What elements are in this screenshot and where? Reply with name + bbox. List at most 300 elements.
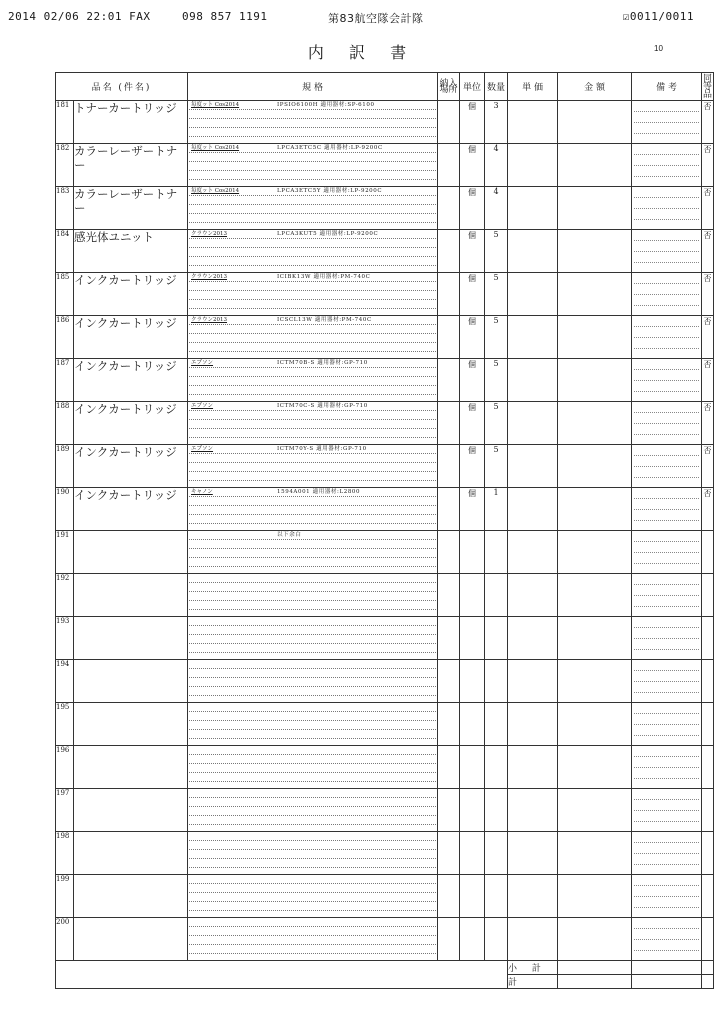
spec-brand: エプソン (191, 360, 214, 366)
item-name: インクカートリッジ (74, 445, 188, 488)
remarks-cell (632, 359, 702, 402)
same-item-flag (702, 918, 714, 961)
spec-text (189, 875, 436, 884)
spec-text (189, 789, 436, 798)
spec-blank-line (189, 171, 436, 180)
item-unit (460, 789, 485, 832)
table-row (56, 789, 714, 832)
item-name (74, 746, 188, 789)
fax-sender: 第83航空隊会計隊 (328, 12, 424, 25)
table-row (56, 273, 714, 316)
spec-blank-line (189, 850, 436, 859)
spec-blank-line (189, 721, 436, 730)
item-qty (485, 746, 508, 789)
row-number: 182 (56, 144, 74, 187)
item-qty: 4 (485, 144, 508, 187)
remarks-cell (632, 488, 702, 531)
amount-cell (558, 273, 632, 316)
delivery-cell (438, 617, 460, 660)
item-spec (188, 617, 438, 660)
delivery-cell (438, 918, 460, 961)
table-header-row (56, 73, 714, 101)
spec-model: LPCA3ETC5Y 適用器材:LP-9200C (277, 188, 383, 194)
table-row (56, 531, 714, 574)
spec-blank-line (189, 377, 436, 386)
delivery-cell (438, 574, 460, 617)
remarks-cell (632, 316, 702, 359)
table-row (56, 703, 714, 746)
spec-blank-line (189, 540, 436, 549)
table-row (56, 617, 714, 660)
same-item-flag (702, 531, 714, 574)
same-item-flag: 否 (702, 101, 714, 144)
remarks-cell (632, 230, 702, 273)
spec-blank-line (189, 644, 436, 653)
delivery-cell (438, 832, 460, 875)
item-qty: 4 (485, 187, 508, 230)
item-qty: 3 (485, 101, 508, 144)
amount-cell (558, 875, 632, 918)
col-header-qty: 数量 (485, 73, 508, 101)
row-number: 198 (56, 832, 74, 875)
spec-blank-line (189, 110, 436, 119)
table-row (56, 359, 714, 402)
spec-text (189, 832, 436, 841)
unit-price-cell (508, 660, 558, 703)
spec-blank-line (189, 687, 436, 696)
col-header-same-item: 同等品 (703, 73, 713, 100)
row-number: 193 (56, 617, 74, 660)
table-row (56, 918, 714, 961)
item-qty (485, 875, 508, 918)
item-unit (460, 617, 485, 660)
item-unit (460, 746, 485, 789)
item-spec (188, 574, 438, 617)
item-name: カラーレーザートナー (74, 144, 188, 187)
table-row (56, 875, 714, 918)
item-spec (188, 918, 438, 961)
spec-blank-line (189, 927, 436, 936)
item-name (74, 875, 188, 918)
row-number: 186 (56, 316, 74, 359)
remarks-cell (632, 660, 702, 703)
spec-text (189, 273, 436, 282)
row-number: 187 (56, 359, 74, 402)
remarks-cell (632, 832, 702, 875)
row-number: 200 (56, 918, 74, 961)
item-spec (188, 531, 438, 574)
item-name: インクカートリッジ (74, 402, 188, 445)
row-number: 191 (56, 531, 74, 574)
delivery-cell (438, 101, 460, 144)
item-unit: 個 (460, 316, 485, 359)
item-spec (188, 144, 438, 187)
spec-text (189, 918, 436, 927)
item-unit: 個 (460, 187, 485, 230)
item-qty: 5 (485, 230, 508, 273)
spec-blank-line (189, 239, 436, 248)
table-row (56, 144, 714, 187)
item-name (74, 574, 188, 617)
item-spec (188, 359, 438, 402)
same-item-flag (702, 703, 714, 746)
item-qty: 5 (485, 273, 508, 316)
fax-page-count: ☑0011/0011 (622, 10, 694, 23)
spec-blank-line (189, 816, 436, 825)
item-unit: 個 (460, 230, 485, 273)
spec-blank-line (189, 214, 436, 223)
table-row (56, 574, 714, 617)
spec-blank-line (189, 669, 436, 678)
spec-blank-line (189, 558, 436, 567)
delivery-cell (438, 187, 460, 230)
item-name: 感光体ユニット (74, 230, 188, 273)
spec-text (189, 445, 436, 454)
spec-blank-line (189, 601, 436, 610)
spec-blank-line (189, 730, 436, 739)
spec-blank-line (189, 678, 436, 687)
spec-blank-line (189, 884, 436, 893)
spec-blank-line (189, 807, 436, 816)
spec-blank-line (189, 515, 436, 524)
spec-blank-line (189, 893, 436, 902)
table-row (56, 316, 714, 359)
spec-text (189, 746, 436, 755)
item-qty (485, 789, 508, 832)
amount-cell (558, 187, 632, 230)
delivery-cell (438, 273, 460, 316)
item-qty: 5 (485, 402, 508, 445)
same-item-flag (702, 617, 714, 660)
item-name (74, 832, 188, 875)
item-name (74, 660, 188, 703)
table-row (56, 445, 714, 488)
item-spec (188, 273, 438, 316)
spec-brand: エプソン (191, 446, 214, 452)
amount-cell (558, 660, 632, 703)
item-unit (460, 703, 485, 746)
spec-brand: エプソン (191, 403, 214, 409)
spec-blank-line (189, 859, 436, 868)
item-qty: 5 (485, 316, 508, 359)
item-qty: 5 (485, 359, 508, 402)
amount-cell (558, 230, 632, 273)
same-item-flag (702, 746, 714, 789)
item-unit: 個 (460, 144, 485, 187)
remarks-cell (632, 187, 702, 230)
delivery-cell (438, 789, 460, 832)
same-item-flag: 否 (702, 187, 714, 230)
spec-text (189, 101, 436, 110)
delivery-cell (438, 660, 460, 703)
table-row (56, 402, 714, 445)
same-item-flag: 否 (702, 273, 714, 316)
same-item-flag (702, 660, 714, 703)
spec-model: LPCA3ETC5C 適用器材:LP-9200C (277, 145, 383, 151)
delivery-cell (438, 488, 460, 531)
same-item-flag (702, 789, 714, 832)
spec-brand: 毎度ット Cos2014 (191, 188, 240, 194)
amount-cell (558, 574, 632, 617)
spec-brand: クラウン2013 (191, 317, 228, 323)
spec-blank-line (189, 257, 436, 266)
unit-price-cell (508, 273, 558, 316)
unit-price-cell (508, 832, 558, 875)
row-number: 188 (56, 402, 74, 445)
row-number: 196 (56, 746, 74, 789)
spec-blank-line (189, 936, 436, 945)
spec-blank-line (189, 119, 436, 128)
spec-text (189, 144, 436, 153)
spec-brand: キャノン (191, 489, 213, 495)
amount-cell (558, 617, 632, 660)
remarks-cell (632, 402, 702, 445)
item-qty (485, 574, 508, 617)
spec-brand: クラウン2013 (191, 274, 228, 280)
spec-text (189, 230, 436, 239)
delivery-cell (438, 703, 460, 746)
spec-blank-line (189, 635, 436, 644)
spec-blank-line (189, 325, 436, 334)
delivery-cell (438, 445, 460, 488)
spec-blank-line (189, 162, 436, 171)
fax-datetime: 2014 02/06 22:01 FAX (8, 10, 151, 23)
itemized-table (55, 72, 714, 989)
item-unit (460, 918, 485, 961)
item-spec (188, 703, 438, 746)
item-spec (188, 746, 438, 789)
item-qty (485, 832, 508, 875)
spec-text (189, 359, 436, 368)
amount-cell (558, 488, 632, 531)
unit-price-cell (508, 359, 558, 402)
col-header-delivery: 納入場所 (438, 73, 460, 101)
item-unit (460, 531, 485, 574)
spec-model: ICTM70B-S 適用器材:GP-710 (277, 360, 368, 366)
spec-blank-line (189, 196, 436, 205)
spec-blank-line (189, 429, 436, 438)
unit-price-cell (508, 617, 558, 660)
remarks-cell (632, 574, 702, 617)
item-name: カラーレーザートナー (74, 187, 188, 230)
spec-model: LPCA3KUT5 適用器材:LP-9200C (277, 231, 379, 237)
spec-text (189, 617, 436, 626)
item-unit (460, 574, 485, 617)
spec-text (189, 703, 436, 712)
spec-model: ICSCL13W 適用器材:PM-740C (277, 317, 372, 323)
spec-blank-line (189, 291, 436, 300)
unit-price-cell (508, 101, 558, 144)
spec-blank-line (189, 454, 436, 463)
delivery-cell (438, 746, 460, 789)
same-item-flag: 否 (702, 445, 714, 488)
spec-model: ICTM70Y-S 適用器材:GP-710 (277, 446, 367, 452)
row-number: 190 (56, 488, 74, 531)
spec-blank-line (189, 411, 436, 420)
spec-blank-line (189, 945, 436, 954)
unit-price-cell (508, 230, 558, 273)
item-name: インクカートリッジ (74, 359, 188, 402)
delivery-cell (438, 144, 460, 187)
item-name: トナーカートリッジ (74, 101, 188, 144)
item-name: インクカートリッジ (74, 273, 188, 316)
spec-text (189, 660, 436, 669)
col-header-name: 品名 (件名) (56, 73, 188, 101)
spec-brand: クラウン2013 (191, 231, 228, 237)
spec-blank-line (189, 128, 436, 137)
total-label: 計 (508, 975, 558, 989)
remarks-cell (632, 703, 702, 746)
table-row (56, 101, 714, 144)
remarks-cell (632, 273, 702, 316)
spec-blank-line (189, 153, 436, 162)
item-unit (460, 832, 485, 875)
remarks-cell (632, 617, 702, 660)
page-number: 10 (654, 44, 663, 53)
spec-blank-line (189, 841, 436, 850)
same-item-flag: 否 (702, 316, 714, 359)
spec-blank-line (189, 248, 436, 257)
spec-blank-line (189, 386, 436, 395)
amount-cell (558, 832, 632, 875)
table-row (56, 230, 714, 273)
col-header-unit: 単位 (460, 73, 485, 101)
item-spec (188, 230, 438, 273)
spec-blank-line (189, 334, 436, 343)
spec-blank-line (189, 506, 436, 515)
remarks-cell (632, 918, 702, 961)
amount-cell (558, 101, 632, 144)
delivery-cell (438, 402, 460, 445)
row-number: 184 (56, 230, 74, 273)
item-qty (485, 703, 508, 746)
item-unit (460, 660, 485, 703)
col-header-spec: 規 格 (188, 73, 438, 101)
item-unit: 個 (460, 488, 485, 531)
item-spec (188, 875, 438, 918)
spec-blank-line (189, 764, 436, 773)
spec-model: 以下余白 (277, 532, 302, 538)
item-qty: 5 (485, 445, 508, 488)
item-qty (485, 660, 508, 703)
same-item-flag: 否 (702, 488, 714, 531)
remarks-cell (632, 531, 702, 574)
spec-blank-line (189, 343, 436, 352)
item-spec (188, 445, 438, 488)
table-row (56, 660, 714, 703)
item-qty (485, 531, 508, 574)
row-number: 197 (56, 789, 74, 832)
item-spec (188, 187, 438, 230)
row-number: 199 (56, 875, 74, 918)
spec-blank-line (189, 472, 436, 481)
unit-price-cell (508, 402, 558, 445)
item-name: インクカートリッジ (74, 488, 188, 531)
spec-text (189, 402, 436, 411)
same-item-flag (702, 875, 714, 918)
spec-text (189, 531, 436, 540)
spec-blank-line (189, 549, 436, 558)
spec-blank-line (189, 755, 436, 764)
item-spec (188, 101, 438, 144)
amount-cell (558, 703, 632, 746)
unit-price-cell (508, 531, 558, 574)
item-name (74, 789, 188, 832)
remarks-cell (632, 789, 702, 832)
same-item-flag (702, 832, 714, 875)
spec-brand: 毎度ット Cos2014 (191, 102, 240, 108)
spec-text (189, 187, 436, 196)
spec-blank-line (189, 205, 436, 214)
col-header-unit-price: 単 価 (508, 73, 558, 101)
item-spec (188, 832, 438, 875)
item-spec (188, 789, 438, 832)
row-number: 189 (56, 445, 74, 488)
delivery-cell (438, 230, 460, 273)
col-header-amount: 金 額 (558, 73, 632, 101)
spec-blank-line (189, 497, 436, 506)
spec-model: IPSIO6100H 適用器材:SP-6100 (277, 102, 375, 108)
same-item-flag: 否 (702, 359, 714, 402)
spec-blank-line (189, 463, 436, 472)
spec-blank-line (189, 282, 436, 291)
remarks-cell (632, 746, 702, 789)
item-qty: 1 (485, 488, 508, 531)
spec-blank-line (189, 420, 436, 429)
row-number: 185 (56, 273, 74, 316)
remarks-cell (632, 445, 702, 488)
spec-blank-line (189, 798, 436, 807)
same-item-flag: 否 (702, 230, 714, 273)
table-row (56, 746, 714, 789)
item-unit: 個 (460, 445, 485, 488)
spec-blank-line (189, 583, 436, 592)
remarks-cell (632, 875, 702, 918)
unit-price-cell (508, 144, 558, 187)
item-name (74, 703, 188, 746)
row-number: 194 (56, 660, 74, 703)
remarks-cell (632, 101, 702, 144)
item-unit: 個 (460, 273, 485, 316)
delivery-cell (438, 531, 460, 574)
spec-text (189, 574, 436, 583)
row-number: 183 (56, 187, 74, 230)
document-title: 内 訳 書 (307, 43, 417, 62)
delivery-cell (438, 359, 460, 402)
total-row (56, 975, 714, 989)
unit-price-cell (508, 187, 558, 230)
unit-price-cell (508, 789, 558, 832)
item-name (74, 531, 188, 574)
item-unit: 個 (460, 402, 485, 445)
spec-blank-line (189, 712, 436, 721)
item-unit (460, 875, 485, 918)
table-row (56, 832, 714, 875)
spec-blank-line (189, 368, 436, 377)
amount-cell (558, 144, 632, 187)
amount-cell (558, 359, 632, 402)
amount-cell (558, 918, 632, 961)
unit-price-cell (508, 875, 558, 918)
table-row (56, 187, 714, 230)
spec-blank-line (189, 902, 436, 911)
col-header-remarks: 備 考 (632, 73, 702, 101)
same-item-flag (702, 574, 714, 617)
unit-price-cell (508, 746, 558, 789)
amount-cell (558, 316, 632, 359)
amount-cell (558, 445, 632, 488)
remarks-cell (632, 144, 702, 187)
